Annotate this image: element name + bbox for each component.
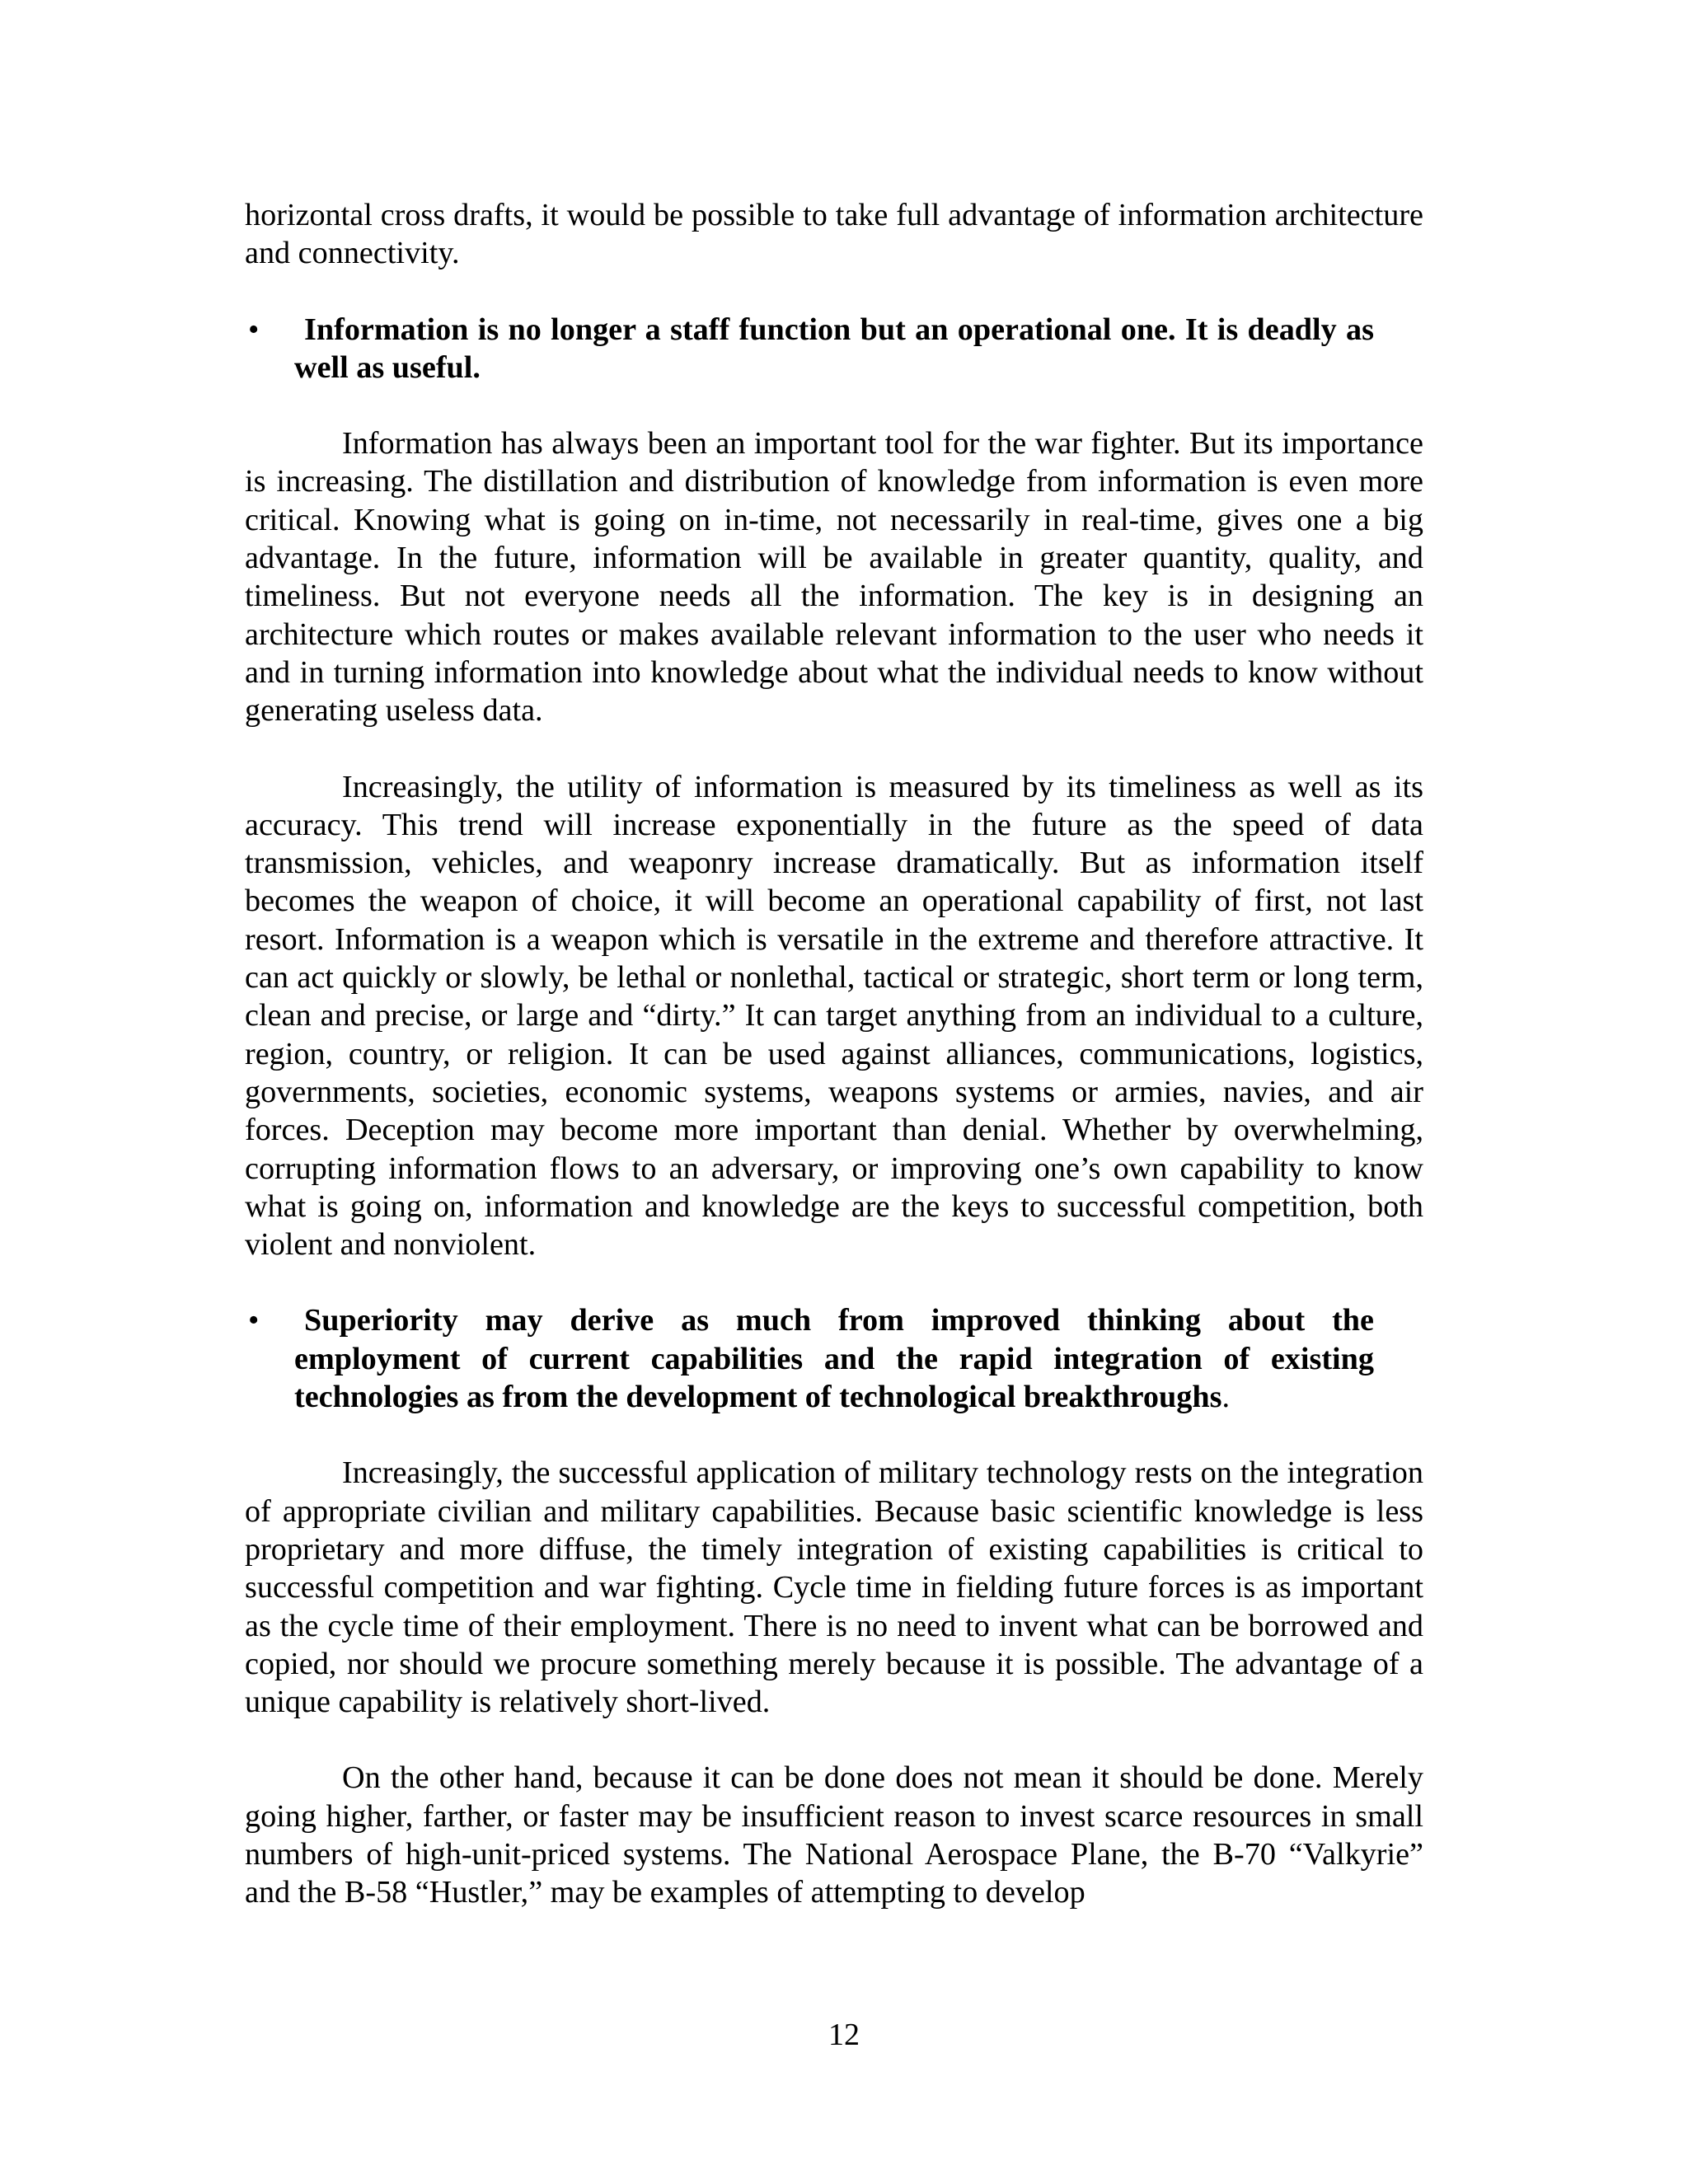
bullet-heading-text: Information is no longer a staff function but an operational one. It is deadly as well as useful. [294,312,1374,385]
paragraph-other-hand: On the other hand, because it can be done does not mean it should be done. Merely going higher, farther, or faster may be insufficient reason to invest scarce resources in small numbers of high-unit-priced systems. The National Aerospace Plane, the B-70 “Valkyrie” and the B-58 “Hustler,” may be examples of attempting to develop [245,1760,1423,1910]
document-page [245,196,1423,1912]
paragraph-military-technology: Increasingly, the successful application of military technology rests on the integration of appropriate civilian and military capabilities. Because basic scientific knowledge is less proprietary and more diffuse, the timely integration of existing capabilities is critical to successful competition and war fighting. Cycle time in fielding future forces is as important as the cycle time of their employment. There is no need to invent what can be borrowed and copied, nor should we procure something merely because it is possible. The advantage of a unique capability is relatively short-lived. [245,1455,1423,1720]
bullet-text [294,311,1374,387]
paragraph-information-tool: Information has always been an important tool for the war fighter. But its importance is increasing. The distillation and distribution of knowledge from information is even more critical. Knowing what is going on in-time, not necessarily in real-time, gives one a big advantage. In the future, information will be available in greater quantity, quality, and timeliness. But not everyone needs all the information. The key is in designing an architecture which routes or makes available relevant information to the user who needs it and in turning information into knowledge about what the individual needs to know without generating useless data. [245,426,1423,729]
paragraph-continuation: horizontal cross drafts, it would be possible to take full advantage of information architecture and connectivity. [245,198,1423,271]
bullet-marker: • [248,1303,260,1338]
paragraph-information-utility: Increasingly, the utility of information is measured by its timeliness as well as its accuracy. This trend will increase exponentially in the future as the speed of data transmission, vehicles, and weaponry increase dramatically. But as information itself becomes the weapon of choice, it will become an operational capability of first, not last resort. Information is a weapon which is versatile in the extreme and therefore attractive. It can act quickly or slowly, be lethal or nonlethal, tactical or strategic, short term or long term, clean and precise, or large and “dirty.” It can target anything from an individual to a culture, region, country, or religion. It can be used against alliances, communications, logistics, governments, societies, economic systems, weapons systems or armies, navies, and air forces. Deception may become more important than denial. Whether by overwhelming, corrupting information flows to an adversary, or improving one’s own capability to know what is going on, information and knowledge are the keys to successful competition, both violent and nonviolent. [245,769,1423,1263]
bullet-heading-text: Superiority may derive as much from improved thinking about the employment of current capabilities and the rapid integration of existing technologies as from the development of technological breakthroughs [294,1303,1374,1415]
bullet-text [294,1301,1374,1416]
bullet-marker: • [248,312,260,347]
page-number: 12 [828,2018,860,2052]
bullet-item-superiority [245,1301,1374,1416]
bullet-item-information [245,311,1374,387]
bullet-trailing: . [1221,1380,1230,1415]
